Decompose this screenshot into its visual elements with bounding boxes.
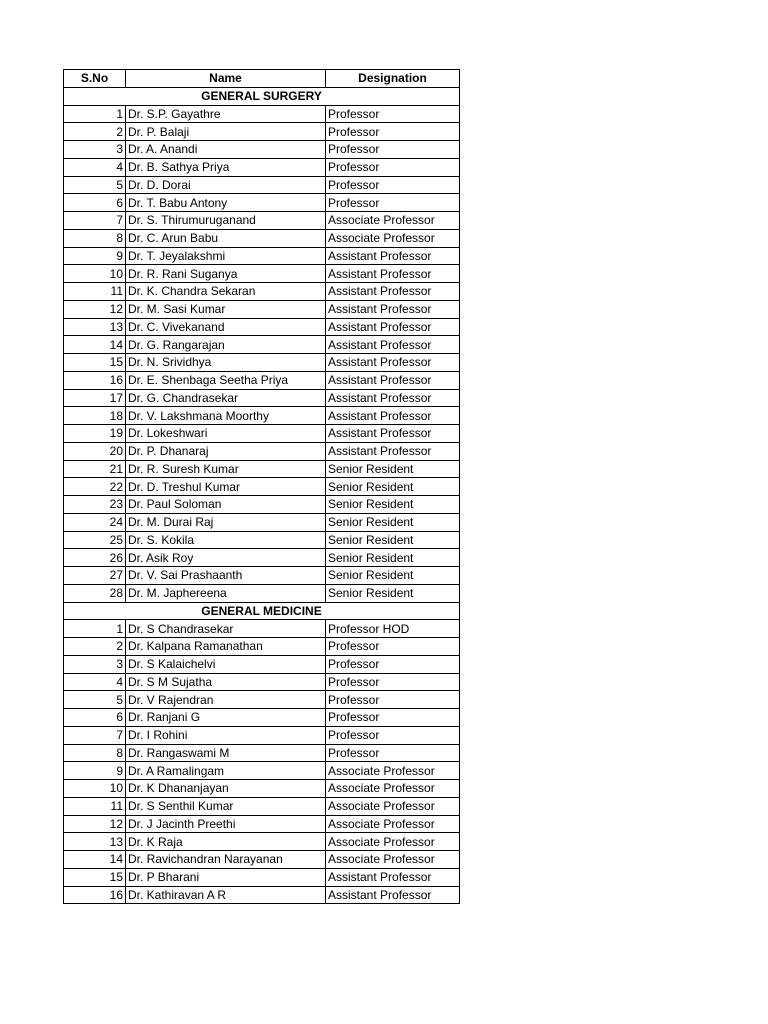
table-row	[64, 851, 460, 869]
name-cell: Dr. Rangaswami M	[126, 744, 326, 762]
designation-cell: Professor	[326, 141, 460, 159]
header-row	[64, 70, 460, 88]
name-cell: Dr. T. Jeyalakshmi	[126, 247, 326, 265]
table-row	[64, 815, 460, 833]
table-row	[64, 744, 460, 762]
name-cell: Dr. M. Sasi Kumar	[126, 300, 326, 318]
sno-cell: 23	[64, 496, 126, 514]
designation-cell: Assistant Professor	[326, 283, 460, 301]
table-row	[64, 158, 460, 176]
table-row	[64, 797, 460, 815]
name-cell: Dr. R. Rani Suganya	[126, 265, 326, 283]
table-row	[64, 194, 460, 212]
name-cell: Dr. V Rajendran	[126, 691, 326, 709]
designation-cell: Assistant Professor	[326, 354, 460, 372]
name-cell: Dr. B. Sathya Priya	[126, 158, 326, 176]
sno-cell: 1	[64, 105, 126, 123]
designation-cell: Senior Resident	[326, 496, 460, 514]
designation-cell: Professor	[326, 158, 460, 176]
name-cell: Dr. J Jacinth Preethi	[126, 815, 326, 833]
name-cell: Dr. D. Dorai	[126, 176, 326, 194]
table-row	[64, 425, 460, 443]
designation-cell: Senior Resident	[326, 549, 460, 567]
sno-cell: 1	[64, 620, 126, 638]
designation-cell: Professor	[326, 105, 460, 123]
name-cell: Dr. Kalpana Ramanathan	[126, 638, 326, 656]
sno-cell: 5	[64, 176, 126, 194]
sno-cell: 20	[64, 442, 126, 460]
table-row	[64, 567, 460, 585]
table-row	[64, 283, 460, 301]
table-row	[64, 780, 460, 798]
section-title: GENERAL SURGERY	[64, 87, 460, 105]
table-row	[64, 886, 460, 904]
designation-cell: Professor	[326, 744, 460, 762]
name-cell: Dr. A Ramalingam	[126, 762, 326, 780]
name-cell: Dr. V. Sai Prashaanth	[126, 567, 326, 585]
designation-cell: Assistant Professor	[326, 371, 460, 389]
designation-cell: Assistant Professor	[326, 442, 460, 460]
designation-cell: Senior Resident	[326, 460, 460, 478]
sno-cell: 9	[64, 247, 126, 265]
sno-cell: 4	[64, 673, 126, 691]
sno-cell: 7	[64, 726, 126, 744]
sno-cell: 7	[64, 212, 126, 230]
designation-cell: Associate Professor	[326, 780, 460, 798]
sno-cell: 10	[64, 780, 126, 798]
table-row	[64, 389, 460, 407]
name-cell: Dr. D. Treshul Kumar	[126, 478, 326, 496]
column-header-designation: Designation	[326, 70, 460, 88]
sno-cell: 25	[64, 531, 126, 549]
name-cell: Dr. P Bharani	[126, 868, 326, 886]
table-row	[64, 407, 460, 425]
table-row	[64, 247, 460, 265]
sno-cell: 19	[64, 425, 126, 443]
sno-cell: 11	[64, 797, 126, 815]
table-header	[64, 70, 460, 88]
designation-cell: Associate Professor	[326, 762, 460, 780]
name-cell: Dr. G. Rangarajan	[126, 336, 326, 354]
name-cell: Dr. S.P. Gayathre	[126, 105, 326, 123]
sno-cell: 11	[64, 283, 126, 301]
designation-cell: Senior Resident	[326, 584, 460, 602]
sno-cell: 13	[64, 318, 126, 336]
sno-cell: 16	[64, 886, 126, 904]
designation-cell: Professor	[326, 709, 460, 727]
sno-cell: 26	[64, 549, 126, 567]
name-cell: Dr. C. Vivekanand	[126, 318, 326, 336]
name-cell: Dr. Lokeshwari	[126, 425, 326, 443]
table-row	[64, 442, 460, 460]
sno-cell: 8	[64, 229, 126, 247]
name-cell: Dr. V. Lakshmana Moorthy	[126, 407, 326, 425]
table-row	[64, 354, 460, 372]
sno-cell: 14	[64, 336, 126, 354]
designation-cell: Professor	[326, 123, 460, 141]
designation-cell: Professor	[326, 726, 460, 744]
sno-cell: 27	[64, 567, 126, 585]
table-row	[64, 123, 460, 141]
designation-cell: Associate Professor	[326, 212, 460, 230]
designation-cell: Senior Resident	[326, 513, 460, 531]
designation-cell: Assistant Professor	[326, 868, 460, 886]
designation-cell: Assistant Professor	[326, 407, 460, 425]
name-cell: Dr. S M Sujatha	[126, 673, 326, 691]
table-row	[64, 620, 460, 638]
sno-cell: 4	[64, 158, 126, 176]
designation-cell: Assistant Professor	[326, 886, 460, 904]
table-row	[64, 531, 460, 549]
table-row	[64, 833, 460, 851]
name-cell: Dr. Ranjani G	[126, 709, 326, 727]
section-row	[64, 602, 460, 620]
designation-cell: Senior Resident	[326, 478, 460, 496]
designation-cell: Assistant Professor	[326, 389, 460, 407]
table-row	[64, 212, 460, 230]
designation-cell: Professor	[326, 655, 460, 673]
designation-cell: Senior Resident	[326, 531, 460, 549]
designation-cell: Assistant Professor	[326, 425, 460, 443]
name-cell: Dr. M. Durai Raj	[126, 513, 326, 531]
table-row	[64, 709, 460, 727]
designation-cell: Associate Professor	[326, 797, 460, 815]
table-row	[64, 141, 460, 159]
table-row	[64, 762, 460, 780]
sno-cell: 28	[64, 584, 126, 602]
table-row	[64, 105, 460, 123]
name-cell: Dr. C. Arun Babu	[126, 229, 326, 247]
sno-cell: 6	[64, 194, 126, 212]
designation-cell: Professor	[326, 176, 460, 194]
name-cell: Dr. P. Balaji	[126, 123, 326, 141]
name-cell: Dr. G. Chandrasekar	[126, 389, 326, 407]
designation-cell: Assistant Professor	[326, 247, 460, 265]
name-cell: Dr. Paul Soloman	[126, 496, 326, 514]
sno-cell: 3	[64, 141, 126, 159]
name-cell: Dr. Kathiravan A R	[126, 886, 326, 904]
table-row	[64, 371, 460, 389]
sno-cell: 14	[64, 851, 126, 869]
sno-cell: 16	[64, 371, 126, 389]
sno-cell: 12	[64, 300, 126, 318]
table-row	[64, 868, 460, 886]
designation-cell: Professor	[326, 673, 460, 691]
name-cell: Dr. I Rohini	[126, 726, 326, 744]
name-cell: Dr. K Raja	[126, 833, 326, 851]
table-row	[64, 726, 460, 744]
designation-cell: Professor	[326, 691, 460, 709]
sno-cell: 8	[64, 744, 126, 762]
table-row	[64, 176, 460, 194]
table-row	[64, 229, 460, 247]
designation-cell: Assistant Professor	[326, 318, 460, 336]
table-row	[64, 513, 460, 531]
designation-cell: Associate Professor	[326, 833, 460, 851]
sno-cell: 9	[64, 762, 126, 780]
table-row	[64, 496, 460, 514]
sno-cell: 5	[64, 691, 126, 709]
name-cell: Dr. S Senthil Kumar	[126, 797, 326, 815]
sno-cell: 10	[64, 265, 126, 283]
sno-cell: 17	[64, 389, 126, 407]
table-row	[64, 691, 460, 709]
name-cell: Dr. A. Anandi	[126, 141, 326, 159]
name-cell: Dr. Asik Roy	[126, 549, 326, 567]
section-row	[64, 87, 460, 105]
name-cell: Dr. K. Chandra Sekaran	[126, 283, 326, 301]
name-cell: Dr. M. Japhereena	[126, 584, 326, 602]
designation-cell: Professor	[326, 638, 460, 656]
column-header-name: Name	[126, 70, 326, 88]
name-cell: Dr. T. Babu Antony	[126, 194, 326, 212]
designation-cell: Associate Professor	[326, 851, 460, 869]
sno-cell: 21	[64, 460, 126, 478]
designation-cell: Assistant Professor	[326, 265, 460, 283]
name-cell: Dr. S Chandrasekar	[126, 620, 326, 638]
table-row	[64, 638, 460, 656]
sno-cell: 18	[64, 407, 126, 425]
sno-cell: 15	[64, 868, 126, 886]
name-cell: Dr. R. Suresh Kumar	[126, 460, 326, 478]
designation-cell: Professor HOD	[326, 620, 460, 638]
name-cell: Dr. N. Srividhya	[126, 354, 326, 372]
table-row	[64, 549, 460, 567]
designation-cell: Assistant Professor	[326, 300, 460, 318]
table-row	[64, 673, 460, 691]
designation-cell: Senior Resident	[326, 567, 460, 585]
name-cell: Dr. S Kalaichelvi	[126, 655, 326, 673]
table-row	[64, 336, 460, 354]
table-row	[64, 265, 460, 283]
name-cell: Dr. K Dhananjayan	[126, 780, 326, 798]
table-row	[64, 478, 460, 496]
sno-cell: 12	[64, 815, 126, 833]
table-row	[64, 655, 460, 673]
name-cell: Dr. Ravichandran Narayanan	[126, 851, 326, 869]
table-row	[64, 300, 460, 318]
sno-cell: 6	[64, 709, 126, 727]
sno-cell: 15	[64, 354, 126, 372]
sno-cell: 2	[64, 638, 126, 656]
name-cell: Dr. P. Dhanaraj	[126, 442, 326, 460]
designation-cell: Associate Professor	[326, 815, 460, 833]
sno-cell: 2	[64, 123, 126, 141]
table-row	[64, 584, 460, 602]
designation-cell: Associate Professor	[326, 229, 460, 247]
table-body	[64, 87, 460, 904]
table-row	[64, 460, 460, 478]
column-header-sno: S.No	[64, 70, 126, 88]
name-cell: Dr. S. Thirumuruganand	[126, 212, 326, 230]
designation-cell: Professor	[326, 194, 460, 212]
table-row	[64, 318, 460, 336]
name-cell: Dr. S. Kokila	[126, 531, 326, 549]
name-cell: Dr. E. Shenbaga Seetha Priya	[126, 371, 326, 389]
sno-cell: 13	[64, 833, 126, 851]
sno-cell: 24	[64, 513, 126, 531]
sno-cell: 22	[64, 478, 126, 496]
sno-cell: 3	[64, 655, 126, 673]
section-title: GENERAL MEDICINE	[64, 602, 460, 620]
designation-cell: Assistant Professor	[326, 336, 460, 354]
faculty-table	[63, 69, 460, 904]
